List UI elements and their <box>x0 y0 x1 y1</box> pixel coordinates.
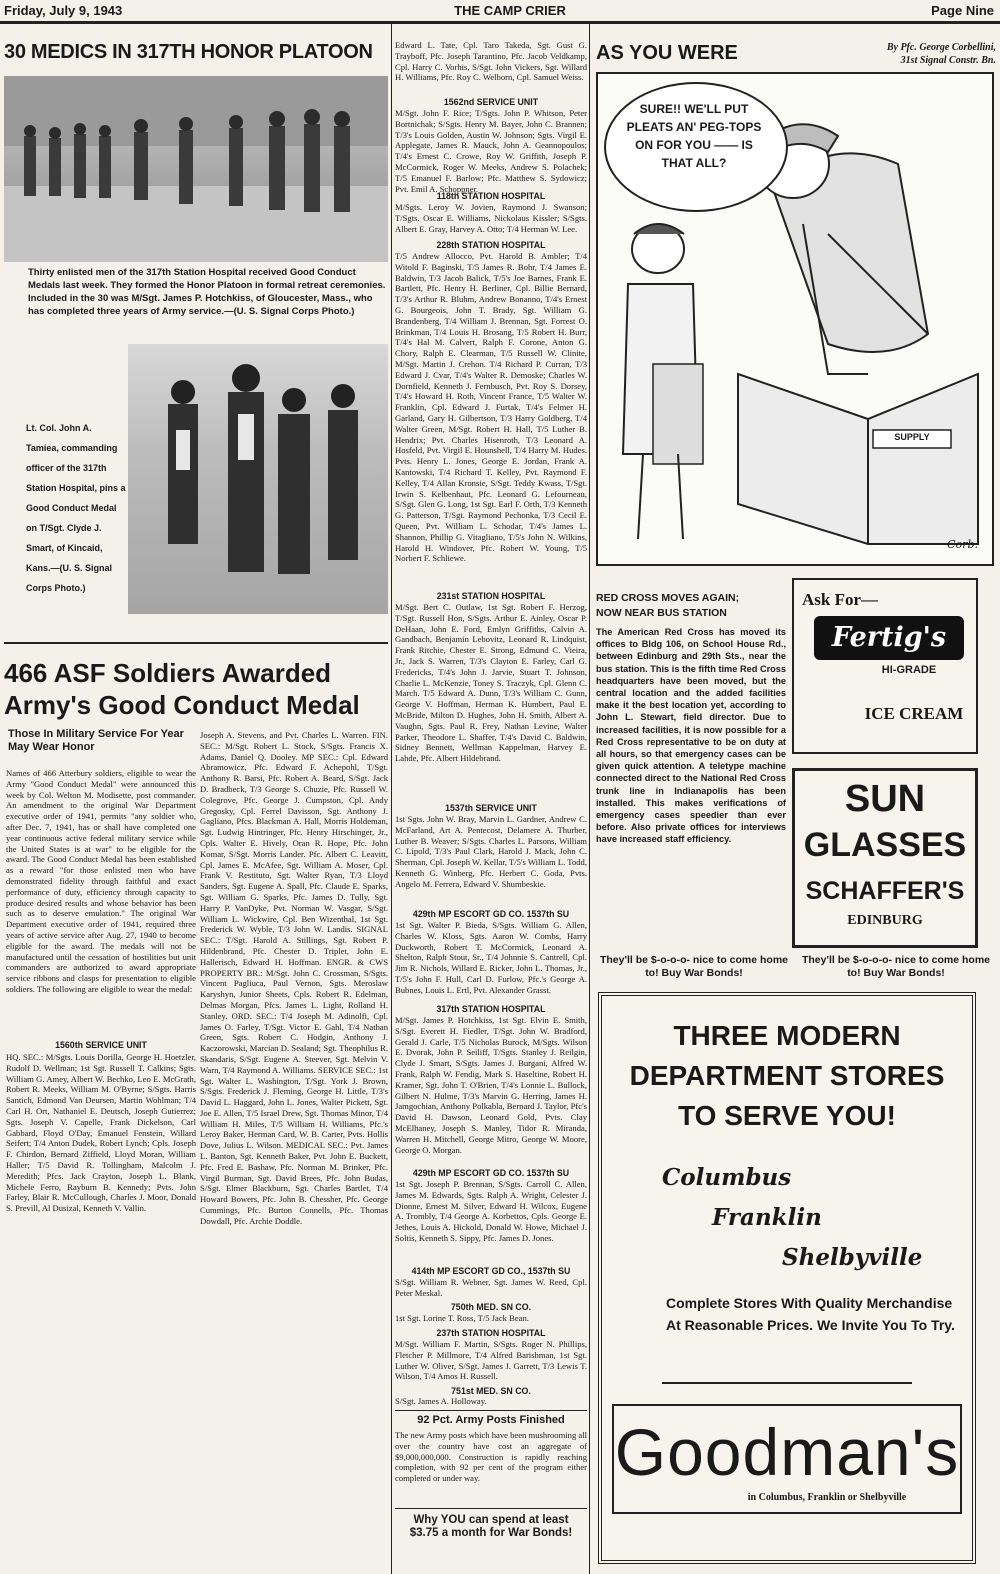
medal-ceremony-photo <box>128 344 388 614</box>
unit-750-roster: 1st Sgt. Lorine T. Ross, T/5 Jack Bean. <box>395 1313 529 1323</box>
unit-1560-heading: 1560th SERVICE UNIT <box>55 1040 147 1050</box>
fertigs-grade: HI-GRADE <box>881 664 937 676</box>
cartoon-byline-1: By Pfc. George Corbellini, <box>886 42 996 53</box>
roster-top: Edward L. Tate, Cpl. Taro Takeda, Sgt. Gust G. Trayboff, Pfc. Joseph Tarantino, Pfc. Jacob Veldkamp, Cpl. Harry C. Vorhis, S/Sgt. John Vickers, Sgt. Willard H. Williams, Pfc. Roy C. Welborn, Cpl. Samuel Weiss. <box>395 40 587 83</box>
unit-751-roster: S/Sgt. James A. Holloway. <box>395 1396 487 1406</box>
goodmans-locations: in Columbus, Franklin or Shelbyville <box>747 1492 907 1503</box>
dept-headline-1: THREE MODERN <box>673 1020 901 1051</box>
red-cross-headline-1: RED CROSS MOVES AGAIN; <box>596 592 740 604</box>
unit-237-heading: 237th STATION HOSPITAL <box>436 1328 546 1338</box>
unit-429-roster: 1st Sgt. Walter P. Bieda, S/Sgts. William G. Allen, Charles W. Kloss, Sgts. Aaron W. Combs, Harry Duckworth, Robert T. McCormick, Leonard A. Shelton, Ralph Stout, Sr., T/4 Johnnie S. Cantrell, Cpl. Jim R. Nichols, Willard E. Ricker, John L. Thomas, Jr., T/5's John F. Hull, Carl D. Furlow, Pfc.'s George A. Bubnes, Louis L. Ertl, Pvt. Alexander Grasst. <box>395 920 587 995</box>
dept-headline-3: TO SERVE YOU! <box>678 1100 896 1131</box>
honor-platoon-headline: 30 MEDICS IN 317TH HONOR PLATOON <box>4 41 373 63</box>
asf-roster-continued: Joseph A. Stevens, and Pvt. Charles L. Warren. FIN. SEC.: M/Sgt. Robert L. Stock, S/Sgts. Francis X. Adams, Daniel Q. Dooley. MP SEC.: Cpl. Edward Abramowicz, Pfc. Edward F. Achepohl, T/Sgt. Anthony R. Barsi, Pfc. Robert A. Beard, S/Sgt. Jack D. Bradbeck, T/3 George S. Chuzie, Pfc. Russell W. Colegrove, Pfc. George J. Cumpston, Cpl. Andy Gregosky, Cpl. Ferrel Davisson, Sgt. Anthony J. Gagliano, Pfcs. Blackman A. Hall, Morris Holdeman, Sgt. Ludwig Hintringer, Pfc. Henry Hirschinger, Jr., Cpls. Walter E. Hively, Oran R. Hope, Pfc. John Komar, S/Sgt. Morris Lander. Pfc. Albert C. Leavitt, Cpl. James E. McAfee, Sgt. William A. Moser, Cpl. Frank V. Restituto, Sgt. Walter Ryan, T/3 Lloyd Sanders, Sgt. Eugene A. Spall, Pfc. Claude E. Sparks, Sgt. William G. Sparks, Pfc. James D. Tully, Sgt. Harry P. VanDyke, Pvt. Norman W. Vasgar, S/Sgt. William L. Wickwire, Cpl. Ben Wizenthal, 1st Sgt. Frederick W. Wyble, T/3 John W. Landis. SIGNAL SEC.: T/Sgt. Harold A. Stillings, Sgt. Robert P. Hildenbrand, Pfc. Chester D. Triplet, John E. Hallerisch, Edward H. Hoffman. ENGR. & CWS PROPERTY BR.: M/Sgt. John C. Crossman, S/Sgts. Vincent Pagliuca, Paul Vernon, Sgts. Meroslaw Karyshyn, Junior Sheets, Cpls. Robert R. Edelman, Delmas Morgan, Pfcs. James L. Light, Rolland H. Stanley. ORD. SEC.: T/4 Joseph M. Adinolfi, Cpl. James O. Farley, T/Sgt. Victor E. Gahl, T/4 Nathan Green, Sgts. Robert C. Hodgin, Anthony J. Kaczorowski, Marcian D. Sealand; Sgt. Theophilus R. Skandaris, S/Sgt. Eugene A. Steever, Sgt. Melvin V. Warn, T/4 Raymond A. Williams. SERVICE SEC.: 1st Sgt. Walter L. Washington, T/Sgt. York J. Brown, S/Sgts. Frederick J. Fleming, George H. Little, T/3's David L. Haggard, John L. Jones, Walter Pickett, Sgt. Joe E. Allen, T/5 Israel Drew, Sgt. Thomas Minor, T/4 William H. Miles, T/5 William H. Williams, Pfc.'s Leroy Baker, Herman Card, W. B. Carter, Pvts. Hollis Dove, Julius L. Wilson. MEDICAL SEC.: Pvt. James L. Banton, Sgt. Kenneth Baker, Pvt. John E. Buckett, Pfc. Fred E. Bashaw, Pfc. Norman M. Brinker, Pfc. Virgil Burman, Sgt. David Brees, Pfc. John Budas, S/Sgt. Elmer Blackburn, Sgt. Charles Bartlet, T/4 Howard Bowers, Pfc. John B. Chessher, Pfc. George Cummings, Pfc. Burton Connells, Pfc. Thomas Dowdall, Pfc. Archie Doddle. <box>200 730 388 1226</box>
unit-1562-heading: 1562nd SERVICE UNIT <box>443 97 539 107</box>
unit-1537-roster: 1st Sgts. John W. Bray, Marvin L. Gardner, Andrew C. McFarland, Art A. Pentecost, Delamere A. Thurber, Luther B. Weaver; S/Sgts. Charles L. Parsons, William C. Lipold, T/3's Paul Clark, Harold J. Mack, John C. Sherman, Cpl. Joseph W. Kellar, T/5's William L. Todd, Kenneth G. Winberg, Pfc. Herbert C. Goda, Pvts. Angelo M. Ferrera, Edward V. Shumbeskie. <box>395 814 587 889</box>
unit-228-heading: 228th STATION HOSPITAL <box>436 240 546 250</box>
army-posts-body: The new Army posts which have been mushrooming all over the country have cost an aggregate of $9,000,000,000. Construction is rapidly reaching completion, with 92 per cent of the program either completed or under way. <box>395 1430 587 1484</box>
unit-429b-heading: 429th MP ESCORT GD CO. 1537th SU <box>412 1168 570 1178</box>
red-cross-headline-2: NOW NEAR BUS STATION <box>596 607 727 619</box>
fertigs-product: ICE CREAM <box>864 704 964 723</box>
unit-317-heading: 317th STATION HOSPITAL <box>436 1004 546 1014</box>
city-shelbyville: Shelbyville <box>782 1244 923 1271</box>
asf-headline-line1: 466 ASF Soldiers Awarded <box>4 658 332 688</box>
cartoon-byline-2: 31st Signal Constr. Bn. <box>900 55 996 66</box>
fertigs-brand: Fertig's <box>831 622 947 653</box>
unit-429b-roster: 1st Sgt. Joseph P. Brennan, S/Sgts. Carroll C. Allen, James M. Edwards, Sgts. Ralph A. Wright, Celester J. Dionne, Ernest M. Silver, Edward H. Wilcox, Eugene A. Trombly, T/4 George A. Korbettos, Cpls. George E. Jethes, Louis A. Hickold, Donald W. Howe, Michael J. Soltis, Kenneth S. Sippy, Pfc. James D. Jones. <box>395 1179 587 1243</box>
paper-name: THE CAMP CRIER <box>454 3 566 18</box>
dept-headline-2: DEPARTMENT STORES <box>629 1060 945 1091</box>
column-divider <box>589 24 590 1574</box>
honor-platoon-caption: Thirty enlisted men of the 317th Station Hospital received Good Conduct Medals last week. They formed the Honor Platoon in formal retreat ceremonies. Included in the 30 was M/Sgt. James P. Hotchkiss, of Gloucester, Mass., who has completed three years of Army service.—(U. S. Signal Corps Photo.) <box>28 267 386 317</box>
sun-store: SCHAFFER'S <box>805 877 965 905</box>
unit-414-roster: S/Sgt. William R. Webner, Sgt. James W. Reed, Cpl. Peter Meskal. <box>395 1277 587 1298</box>
unit-1537-heading: 1537th SERVICE UNIT <box>445 803 537 813</box>
department-stores-ad <box>598 992 976 1564</box>
speech-text: SURE!! WE'LL PUT PLEATS AN' PEG-TOPS ON FOR YOU —— IS THAT ALL? <box>626 102 762 170</box>
formation-figures <box>4 76 388 262</box>
red-cross-body: The American Red Cross has moved its offices to Bldg 106, on School House Rd., between Edinburg and 29th Sts., near the bus station. This is the fifth time Red Cross headquarters have been moved, but the central location and the added facilities make it the best location yet, according to John L. Stewart, field director. Due to increased facilities, it is now possible for a Red Cross representative to be on duty at all hours, so that emergency cases can be given quick attention. A teletype machine connected direct to the National Red Cross trunk line in Indianapolis has been installed. This makes verifications of emergency cases speedier than ever before. Also private offices for interviews have increased staff efficiency. <box>596 627 786 845</box>
asf-story-body: Names of 466 Atterbury soldiers, eligible to wear the Army "Good Conduct Medal" were announced this week by Col. Welton M. Modisette, post commander. An amendment to the original War Department executive order of 1941, permits "any soldier who, after Dec. 7, 1941, has or shall have completed one year continuous active federal military service while the United States is at war" to be eligible for the award. The Good Conduct Medal has been established as a reward "for those enlisted men who have demonstrated fidelity through faithful and exact performance of duty, efficiency through capacity to produce desired results and whose behavior has been such as to deserve emulation." The original War Department executive order of 1941, required three years of active service after Aug. 27, 1940 to become eligible for the award. The medals will not be manufactured until the cessation of hostilities but unit commanders are authorized to award appropriate service ribbons and clasps for presentation to eligible soldiers. The following are eligible to wear the medal: <box>6 768 196 994</box>
issue-date: Friday, July 9, 1943 <box>4 3 123 18</box>
cartoonist-signature: Corb. <box>947 538 978 551</box>
unit-228-roster: T/5 Andrew Allocco, Pvt. Harold B. Ambler; T/4 Witold F. Baginski, T/5 James R. Bohr, T/4 James E. Baldwin, T/3 Jacob Balick, T/5's Joe Barnes, Frank E. Bartlett, Pfc. Henry H. Berliner, Cpl. Billie Bernard, T/3's Arthur R. Bluhm, Andrew Bonanno, T/4's Ernest G. Bourgeois, John T. Brady, Sgt. William G. Brandenberg, T/4 William J. Brennan, Sgt. Forrest O. Brinkman, T/4 Louis H. Brosang, T/5 Robert H. Burr, T/4's Hal M. Calvert, Ralph F. Corone, Anton G. Chory, Ralph E. Clearman, T/5 Russell W. Clinite, M/Sgt. Martin J. Crehon. T/4 Richard P. Curran, T/3 Edward J. Cvar, T/4's Walter R. Demoske; Charles W. Dornfield, Kenneth J. Fernbusch, Pvt. Roy S. Dorsey, T/4's Howard H. Roth, Vincent France, T/5 Walter W. Franklin, Cpl. Edward J. Furtak, T/4's Felmer H. Garland, Gary H. Gilbertson, T/3 Harry Goldberg, T/4 Walter Green, M/Sgt. Robert H. Hall, T/5 Luther B. Hendrix; Pvt. Charles Hisenroth, T/3 Leonard A. Hosfeld, Pvt. Virgil E. Hounshell, T/4 Harry M. Hudes. Pvts. Henry L. Jones, George E. Jordan, Frank A. Kantowski, T/4 Richard T. Kelley, Pvt. Raymond F. Kelley, T/4 Allan Kronsie, S/Sgt. Teddy Kwass, T/Sgt. Irwin S. Kelbenhaut, Pfc. Leonard G. Lefourneau, S/Sgt. Glen G. Long, 1st Sgt. Earl F. Orth, T/3 Kenneth G. Patterson, T/Sgt. Raymond Pechonka, T/3 Cecil E. Queen, Pvt. William L. Schodar, T/4's James L. Shannon, Phillip G. Vitagliano, T/5's John N. Wilkins, Harold H. Windover, Pfc. Robert W. Young, T/5 Norbert F. Schliewe. <box>395 251 587 564</box>
sun-line2: GLASSES <box>803 826 967 864</box>
unit-317-roster: M/Sgt. James P. Hotchkiss, 1st Sgt. Elvin E. Smith, S/Sgt. Everett H. Fiedler, T/Sgt. John W. Bradford, Gerald J. Carle, T/5 Nicholas Burock, M/Sgts. Wilson E. Dvorak, John P. Seiliff, T/Sgts. Stanley J. Reilgin, Clyde J. Smart, S/Sgts. James J. Burgani, Alfred W. Frank, Ralph W. Fendig, Mark S. Haseltine, Robert H. Kramer, Sgt. John T. O'Brien, T/4's Lonnie L. Bullock, Gilbert N. Hulme, T/3's Marvin G. Herring, James H. Jamgochian, Anthony Polkabla, Bernard J. Taylor, Pfc's David H. Dawson, Leonard Gold, Pvts. Clay McElhaney, Joseph S. Manley, Tidor R. Miranda, Warren H. Mitchell, George Mitro, George W. Moore, George O. Morgan. <box>395 1015 587 1155</box>
medal-photo-caption: Lt. Col. John A. Tamiea, commanding officer of the 317th Station Hospital, pins a Good Conduct Medal on T/Sgt. Clyde J. Smart, of Kincaid, Kans.—(U. S. Signal Corps Photo.) <box>26 423 126 593</box>
unit-118-heading: 118th STATION HOSPITAL <box>436 191 546 201</box>
unit-429-heading: 429th MP ESCORT GD CO. 1537th SU <box>412 909 570 919</box>
dept-tagline: Complete Stores With Quality Merchandise At Reasonable Prices. We Invite You To Try. <box>666 1295 955 1333</box>
cartoon-panel <box>596 72 994 566</box>
unit-414-heading: 414th MP ESCORT GD CO., 1537th SU <box>411 1266 571 1276</box>
goodmans-logo: Goodman's <box>614 1415 960 1489</box>
honor-platoon-photo <box>4 76 388 262</box>
war-bonds-filler: Why YOU can spend at least $3.75 a month for War Bonds! <box>409 1514 573 1539</box>
unit-751-heading: 751st MED. SN CO. <box>451 1386 531 1396</box>
cartoon-title: AS YOU WERE <box>596 42 738 64</box>
asf-headline-line2: Army's Good Conduct Medal <box>4 690 360 720</box>
masthead-rule <box>0 21 1000 24</box>
ad-rule <box>662 1382 912 1384</box>
unit-237-roster: M/Sgt. William F. Martin, S/Sgts. Roger N. Phillips, Fletcher P. Millmore, T/4 Alfred Barishman, 1st Sgt. Luther W. Oliver, S/Sgt. James J. Garrett, T/3 Lewis T. Wilson, T/4 Amos H. Russell. <box>395 1339 587 1382</box>
supply-sign: SUPPLY <box>894 432 930 442</box>
sun-town: EDINBURG <box>847 913 923 928</box>
army-posts-headline: 92 Pct. Army Posts Finished <box>417 1414 565 1426</box>
sun-glasses-ad <box>792 768 978 948</box>
fertigs-ask: Ask For— <box>802 590 879 609</box>
unit-1562-roster: M/Sgt. John F. Rice; T/Sgts. John P. Whitson, Peter Bortnichak; S/Sgts. Henry M. Bayer, John C. Brannen; T/3's Louis Golden, Austin W. Johnson; Sgts. Virgil E. Applegate, James R. Mauck, John A. Geannopoulos; T/4's Ernest C. Crowe, Roy W. Griffith, Joseph P. McCormick, Roger W. Meeks, Andrew S. Polachek; T/5 Emanuel F. Barlow; Pfc. Matthew S. Sydowicz; Pvt. Emil A. Schoppner. <box>395 108 587 194</box>
unit-231-heading: 231st STATION HOSPITAL <box>436 591 546 601</box>
column-divider <box>391 24 392 1574</box>
city-franklin: Franklin <box>712 1204 822 1231</box>
section-rule <box>395 1410 587 1411</box>
sun-line1: SUN <box>844 778 926 820</box>
unit-1560-roster: HQ. SEC.: M/Sgts. Louis Dorilla, George H. Hoetzler, Rudolf D. Wellman; 1st Sgt. Russell T. Calkins; Sgts. William G. Amey, Albert W. Bechko, Leo E. McGrath, Robert R. Meeks, William M. O'Byrne; S/Sgts. Harris Santich, Edmond Van Deursen, Martin Wohlman; T/4 Carl H. Ort, Nathaniel E. Deutsch, Joseph Gutierrez; Sgts. Joseph V. Capelle, Frank Dickelson, Carl Gabbard, Floyd O'Day, Emanuel Fenstein, Willard Seifert; T/4 Anton Dudek, Robert Lynch; Cpls. Joseph F. Chirdon, Bernard Ziffield, Lloyd Moran, William Haller; T/5 David R. Tollingham, Malcolm J. Meredith; Pfcs. Jack Crayton, Joseph L. Blank, Michele Ferro, Rayburn B. Kennedy; Pvts. John Farley, Blair R. McCullough, Charles J. Moor, Donald S. Previll, Al Dusizal, Kenneth V. Vallin. <box>6 1052 196 1214</box>
war-bonds-slogan-left: They'll be $-o-o-o- nice to come home to! Buy War Bonds! <box>599 954 788 979</box>
unit-231-roster: M/Sgt. Bert C. Outlaw, 1st Sgt. Robert F. Herzog, T/Sgt. Russell Hon, S/Sgts. Arthur E. Ainley, Oscar P. DeHaan, John E. Ford, Emlyn Griffiths, Calvin A. Gandbach, Benjamin Lebovitz, Leonard R. Lindquist, Frank Ritchie, Chester E. Strong, Edmund C. Vieira, Jr., Jack S. Warren, T/3's Clayton E. Farley, Carl G. Fredericks, T/4's John J. Jarvie, Stuart T. Johnson, Charlie L. McKenzie, Toney S. Traczyk, Cpl. Glenn C. March. T/5 Edward A. Dunn, T/3's William C. Gunn, George V. Hoffman, Herman K. Humbert, Paul E. McBride, Milton D. Hughes, John H. Smith, Albert A. Vaughn, Sgts. Paul R. Frey, Nathan Levine, Walter Parker, Theodore L. Shaffer, T/4's David C. Baldwin, Sidney Bennett, Wellman Kappelman, Harvey E. Lahde, Pfc. Albert Hildebrand. <box>395 602 587 764</box>
page-number: Page Nine <box>931 3 994 18</box>
city-columbus: Columbus <box>662 1164 792 1191</box>
unit-750-heading: 750th MED. SN CO. <box>450 1302 532 1312</box>
section-rule <box>4 642 388 644</box>
soldiers-figures <box>128 344 388 614</box>
fertigs-ad <box>792 578 978 754</box>
section-rule <box>395 1508 587 1509</box>
unit-118-roster: M/Sgts. Leroy W. Jovien, Raymond J. Swanson; T/Sgts. Oscar E. Williams, Nickolaus Kissler; S/Sgts. Albert E. Gray, Harvey A. Otto; T/4 Herman W. Lee. <box>395 202 587 234</box>
asf-deck: Those In Military Service For Year May Wear Honor <box>8 728 184 753</box>
war-bonds-slogan-right: They'll be $-o-o-o- nice to come home to! Buy War Bonds! <box>801 954 990 979</box>
